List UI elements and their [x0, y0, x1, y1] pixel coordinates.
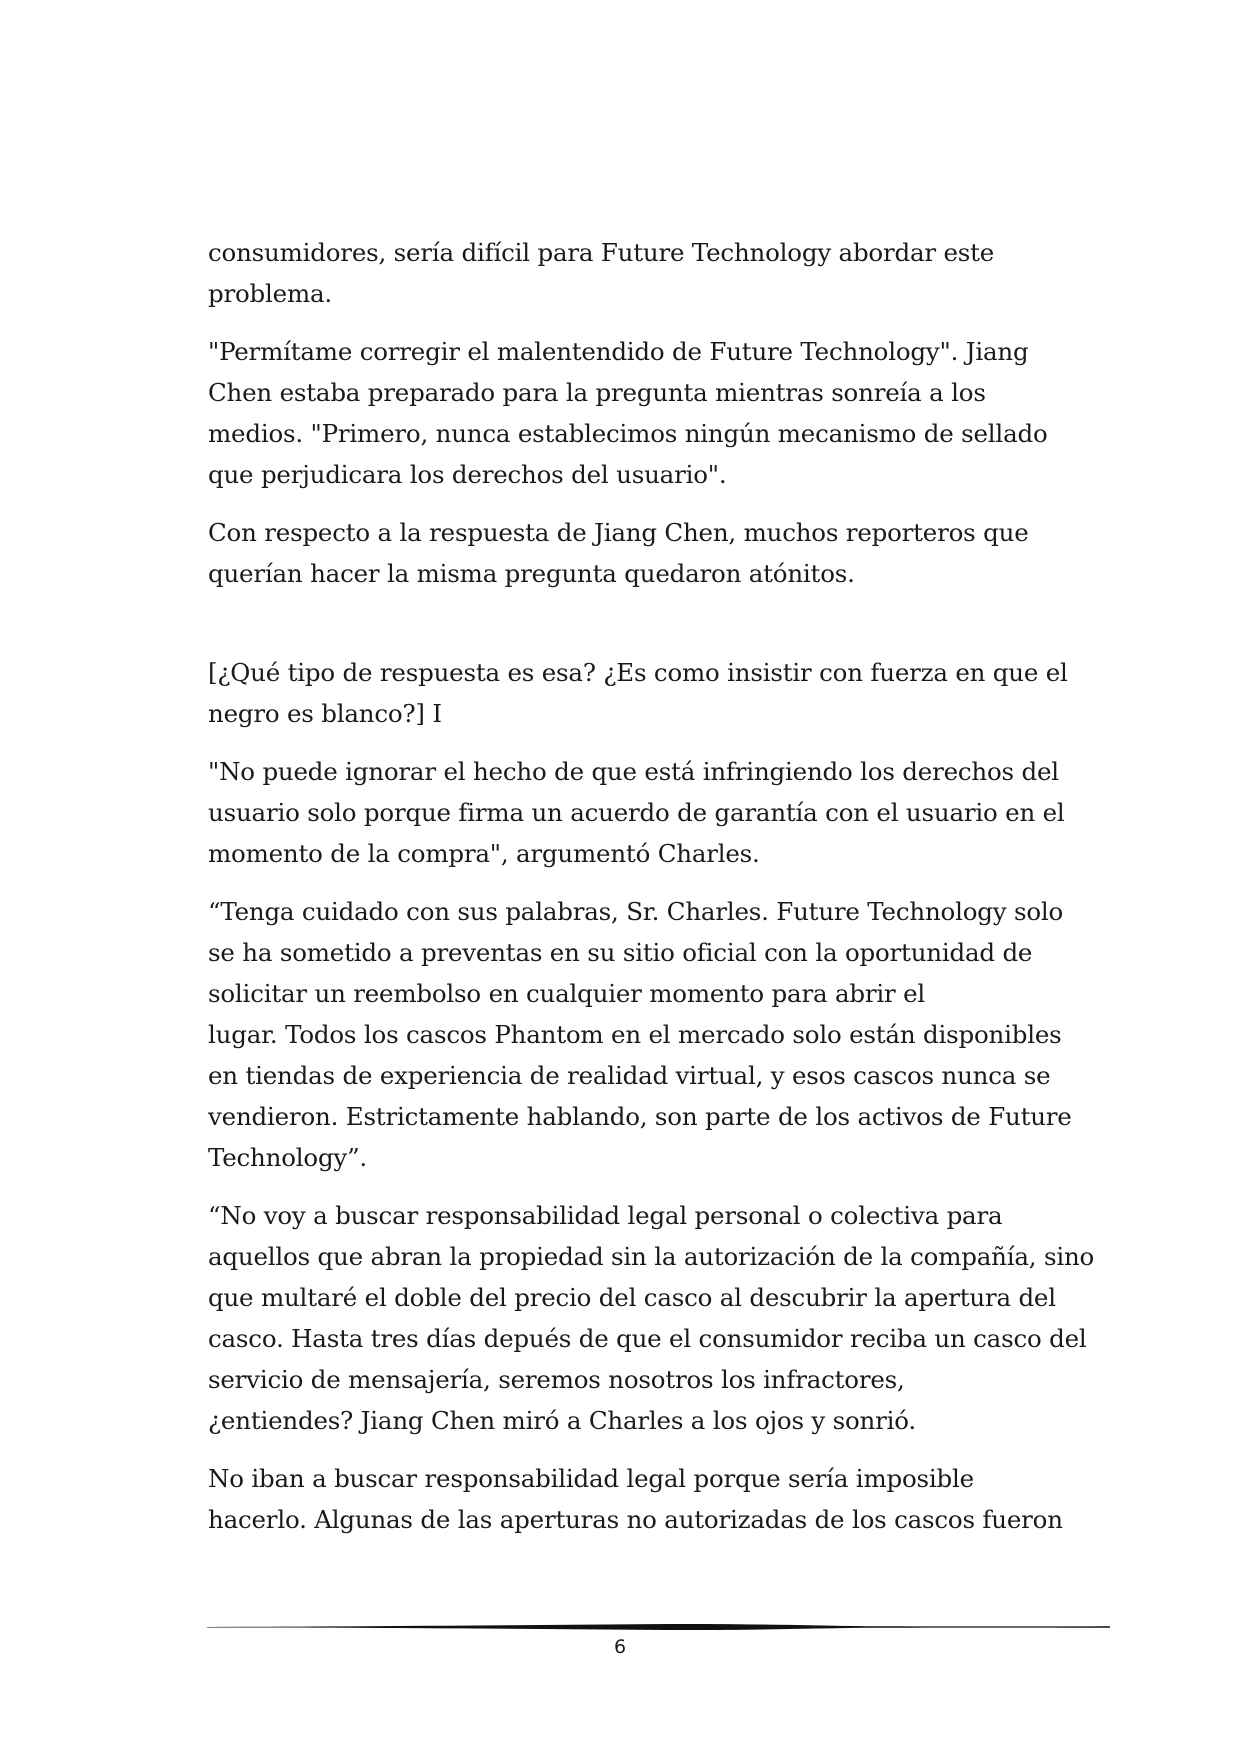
text-line: [¿Qué tipo de respuesta es esa? ¿Es como insistir con fuerza en que el: [208, 658, 1068, 687]
text-line: ¿entiendes? Jiang Chen miró a Charles a los ojos y sonrió.: [208, 1406, 916, 1435]
text-line: se ha sometido a preventas en su sitio oficial con la oportunidad de: [208, 938, 1033, 967]
text-line: que multaré el doble del precio del casco al descubrir la apertura del: [208, 1283, 1056, 1312]
text-line: problema.: [208, 279, 332, 308]
text-line: solicitar un reembolso en cualquier momento para abrir el: [208, 979, 926, 1008]
text-line: No iban a buscar responsabilidad legal porque sería imposible: [208, 1464, 974, 1493]
paragraph-gap: [208, 611, 1093, 652]
text-line: Technology”.: [208, 1143, 367, 1172]
text-line: “Tenga cuidado con sus palabras, Sr. Charles. Future Technology solo: [208, 897, 1064, 926]
text-line: "No puede ignorar el hecho de que está infringiendo los derechos del: [208, 757, 1059, 786]
text-line: aquellos que abran la propiedad sin la autorización de la compañía, sino: [208, 1242, 1095, 1271]
text-line: hacerlo. Algunas de las aperturas no autorizadas de los cascos fueron: [208, 1505, 1063, 1534]
body-text: [208, 232, 1093, 1557]
text-line: Con respecto a la respuesta de Jiang Chen, muchos reporteros que: [208, 518, 1029, 547]
paragraph: [208, 891, 1093, 1178]
paragraph: [208, 1195, 1093, 1441]
text-line: querían hacer la misma pregunta quedaron atónitos.: [208, 559, 855, 588]
text-line: “No voy a buscar responsabilidad legal personal o colectiva para: [208, 1201, 1003, 1230]
text-line: "Permítame corregir el malentendido de Future Technology". Jiang: [208, 337, 1029, 366]
text-line: vendieron. Estrictamente hablando, son parte de los activos de Future: [208, 1102, 1072, 1131]
paragraph: [208, 331, 1093, 495]
footer-rule: [207, 1621, 1110, 1633]
footer-rule-shape: [207, 1624, 1110, 1630]
text-line: Chen estaba preparado para la pregunta mientras sonreía a los: [208, 378, 986, 407]
paragraph: [208, 751, 1093, 874]
paragraph: [208, 232, 1093, 314]
text-line: casco. Hasta tres días depués de que el consumidor reciba un casco del: [208, 1324, 1087, 1353]
text-line: negro es blanco?] I: [208, 699, 442, 728]
text-line: que perjudicara los derechos del usuario".: [208, 460, 727, 489]
page-number: 6: [613, 1636, 627, 1658]
text-line: en tiendas de experiencia de realidad virtual, y esos cascos nunca se: [208, 1061, 1051, 1090]
text-line: medios. "Primero, nunca establecimos ningún mecanismo de sellado: [208, 419, 1048, 448]
text-line: lugar. Todos los cascos Phantom en el mercado solo están disponibles: [208, 1020, 1062, 1049]
text-line: momento de la compra", argumentó Charles.: [208, 839, 760, 868]
paragraph: [208, 512, 1093, 594]
text-line: servicio de mensajería, seremos nosotros los infractores,: [208, 1365, 905, 1394]
text-line: consumidores, sería difícil para Future Technology abordar este: [208, 238, 995, 267]
paragraph: [208, 652, 1093, 734]
paragraph: [208, 1458, 1093, 1540]
text-line: usuario solo porque firma un acuerdo de garantía con el usuario en el: [208, 798, 1065, 827]
